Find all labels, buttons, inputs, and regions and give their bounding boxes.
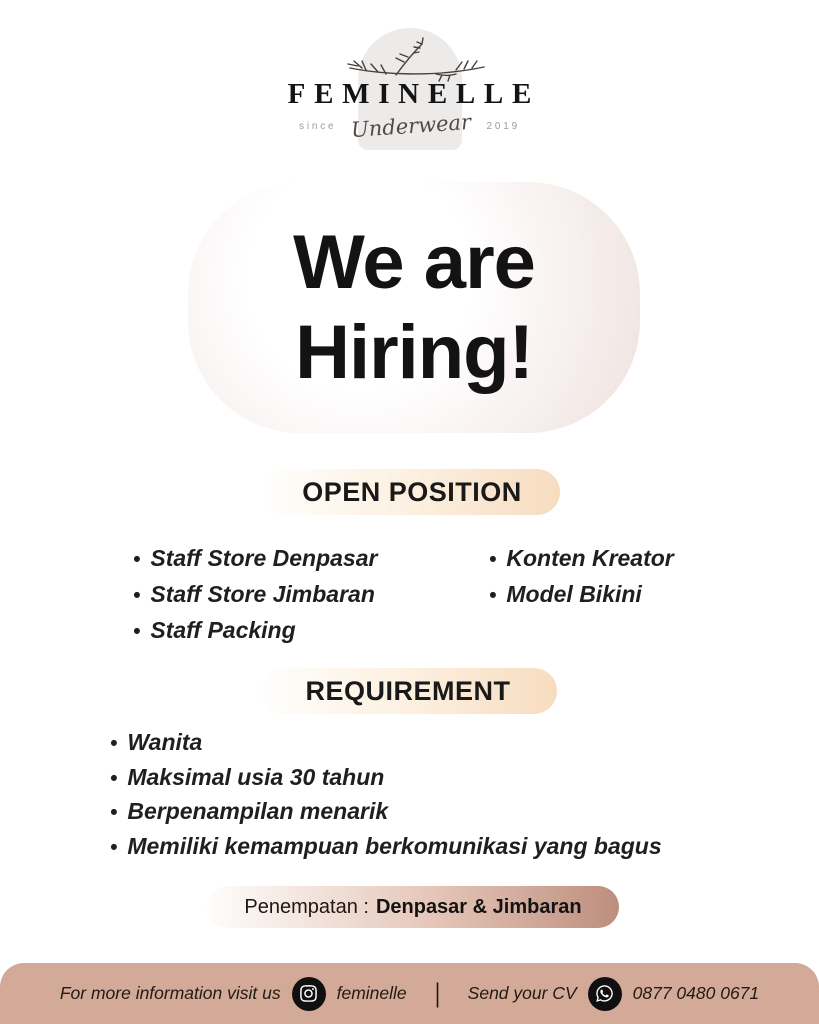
open-position-heading [264,469,560,515]
footer-divider: | [434,978,440,1008]
list-item: • Staff Packing [133,613,377,649]
placement-value: Denpasar & Jimbaran [375,895,582,918]
hero-title-line2: Hiring! [295,309,533,395]
footer-phone: 0877 0480 0671 [632,983,760,1003]
requirement-heading-label: REQUIREMENT [305,675,511,706]
requirement-heading [259,668,557,714]
list-item: • Memiliki kemampuan berkomunikasi yang bagus [110,830,662,865]
footer-contact-bar [0,963,819,1024]
list-item: • Staff Store Jimbaran [133,577,377,613]
brand-tagline [0,109,819,143]
list-item: • Staff Store Denpasar [133,541,377,577]
list-item: • Berpenampilan menarik [110,795,662,830]
list-item: • Model Bikini [489,577,674,613]
list-item: • Wanita [110,726,662,761]
whatsapp-icon [588,977,622,1011]
since-label: since [299,120,337,132]
list-item: • Maksimal usia 30 tahun [110,761,662,796]
instagram-icon [292,977,326,1011]
list-item: • Konten Kreator [489,541,674,577]
year-label: 2019 [486,120,520,132]
footer-info-text: For more information visit us [59,983,281,1003]
tagline-script: Underwear [350,109,473,143]
open-position-heading-label: OPEN POSITION [302,476,522,507]
brand-name: FEMINELLE [287,78,541,110]
hero-title-line1: We are [293,219,535,305]
requirement-list [110,726,662,864]
footer-cv-text: Send your CV [467,983,577,1003]
open-position-list-left [133,541,377,649]
instagram-handle: feminelle [336,983,407,1003]
hero-banner [188,182,640,433]
open-position-list-right [489,541,674,613]
placement-label: Penempatan : [244,895,369,918]
placement-badge [207,886,619,928]
